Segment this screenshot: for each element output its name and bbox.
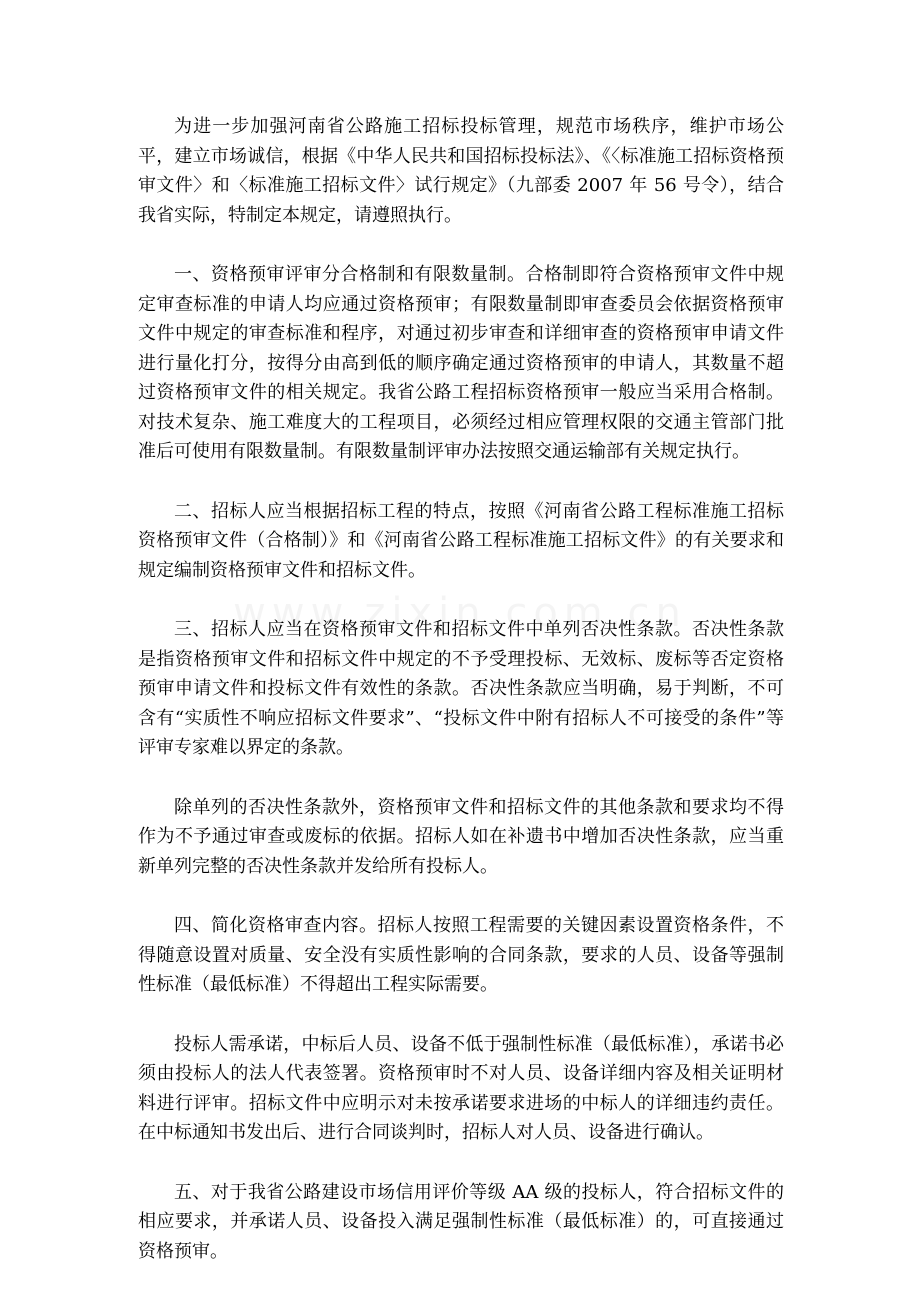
document-body <box>138 112 784 1296</box>
paragraph-section-4: 四、简化资格审查内容。招标人按照工程需要的关键因素设置资格条件，不得随意设置对质量、安全没有实质性影响的合同条款，要求的人员、设备等强制性标准（最低标准）不得超出工程实际需要。 <box>138 915 784 995</box>
paragraph-section-4-supplement: 投标人需承诺，中标后人员、设备不低于强制性标准（最低标准），承诺书必须由投标人的法人代表签署。资格预审时不对人员、设备详细内容及相关证明材料进行评审。招标文件中应明示对未按承诺要求进场的中标人的详细违约责任。在中标通知书发出后、进行合同谈判时，招标人对人员、设备进行确认。 <box>138 1033 784 1143</box>
paragraph-intro: 为进一步加强河南省公路施工招标投标管理，规范市场秩序，维护市场公平，建立市场诚信，根据《中华人民共和国招标投标法》、《〈标准施工招标资格预审文件〉和〈标准施工招标文件〉试行规定》（九部委 2007 年 56 号令），结合我省实际，特制定本规定，请遵照执行。 <box>138 116 784 226</box>
paragraph-section-2: 二、招标人应当根据招标工程的特点，按照《河南省公路工程标准施工招标资格预审文件（合格制）》和《河南省公路工程标准施工招标文件》的有关要求和规定编制资格预审文件和招标文件。 <box>138 500 784 581</box>
paragraph-section-3: 三、招标人应当在资格预审文件和招标文件中单列否决性条款。否决性条款是指资格预审文件和招标文件中规定的不予受理投标、无效标、废标等否定资格预审申请文件和投标文件有效性的条款。否决性条款应当明确，易于判断，不可含有“实质性不响应招标文件要求”、“投标文件中附有招标人不可接受的条件”等评审专家难以界定的条款。 <box>138 619 784 758</box>
paragraph-section-3-supplement: 除单列的否决性条款外，资格预审文件和招标文件的其他条款和要求均不得作为不予通过审查或废标的依据。招标人如在补遗书中增加否决性条款，应当重新单列完整的否决性条款并发给所有投标人。 <box>138 796 784 877</box>
paragraph-section-5: 五、对于我省公路建设市场信用评价等级 AA 级的投标人，符合招标文件的相应要求，并承诺人员、设备投入满足强制性标准（最低标准）的，可直接通过资格预审。 <box>138 1181 784 1262</box>
paragraph-section-1: 一、资格预审评审分合格制和有限数量制。合格制即符合资格预审文件中规定审查标准的申请人均应通过资格预审；有限数量制即审查委员会依据资格预审文件中规定的审查标准和程序，对通过初步审查和详细审查的资格预审申请文件进行量化打分，按得分由高到低的顺序确定通过资格预审的申请人，其数量不超过资格预审文件的相关规定。我省公路工程招标资格预审一般应当采用合格制。对技术复杂、施工难度大的工程项目，必须经过相应管理权限的交通主管部门批准后可使用有限数量制。有限数量制评审办法按照交通运输部有关规定执行。 <box>138 264 784 462</box>
